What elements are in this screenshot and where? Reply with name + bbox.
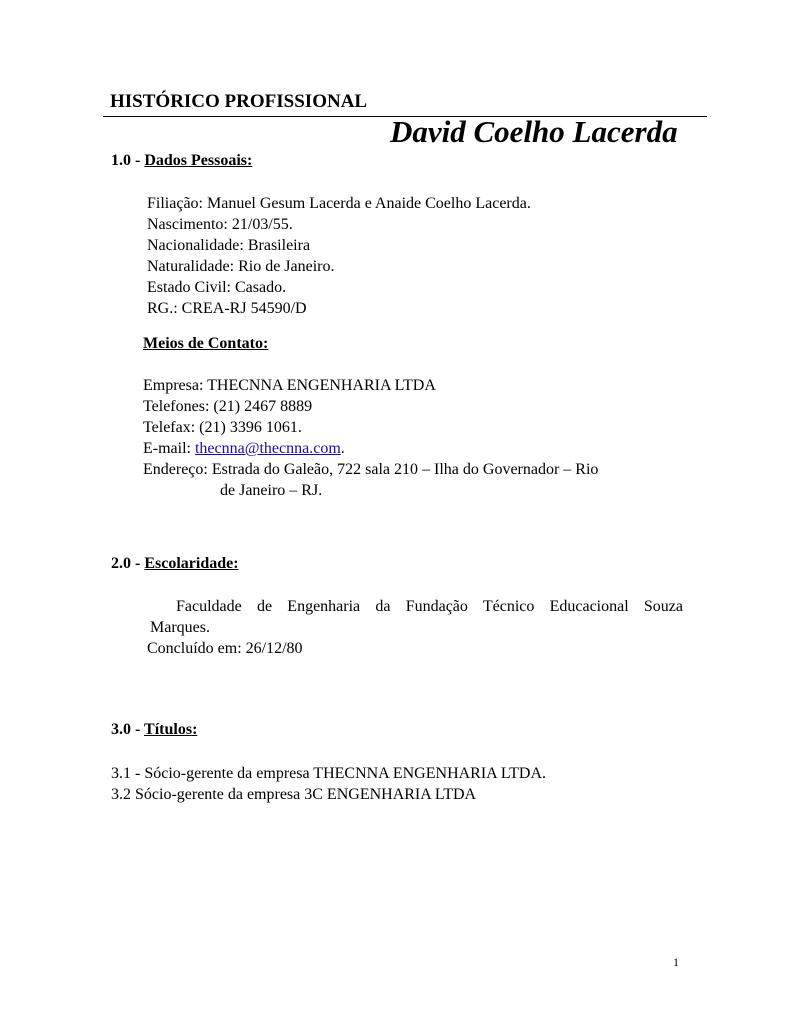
rg-line: RG.: CREA-RJ 54590/D: [147, 300, 307, 317]
title-item: 3.2 Sócio-gerente da empresa 3C ENGENHARIA LTDA: [111, 786, 477, 803]
address-line-1: Endereço: Estrada do Galeão, 722 sala 210 – Ilha do Governador – Rio: [143, 461, 599, 478]
company-line: Empresa: THECNNA ENGENHARIA LTDA: [143, 377, 436, 394]
section-number: 1.0 -: [111, 152, 141, 169]
section-heading-dados-pessoais: [111, 152, 252, 170]
person-name: David Coelho Lacerda: [390, 114, 678, 149]
fax-line: Telefax: (21) 3396 1061.: [143, 419, 302, 436]
section-label: Escolaridade:: [144, 555, 239, 572]
school-line-1: Faculdade de Engenharia da Fundação Técnico Educacional Souza: [176, 598, 683, 615]
email-line: [143, 438, 345, 459]
email-link[interactable]: thecnna@thecnna.com: [194, 440, 341, 457]
filiacao-line: Filiação: Manuel Gesum Lacerda e Anaide Coelho Lacerda.: [147, 195, 531, 212]
naturalidade-line: Naturalidade: Rio de Janeiro.: [147, 258, 335, 275]
document-title: HISTÓRICO PROFISSIONAL: [110, 91, 368, 112]
concluded-line: Concluído em: 26/12/80: [147, 640, 303, 657]
address-line-2: de Janeiro – RJ.: [220, 482, 323, 499]
nacionalidade-line: Nacionalidade: Brasileira: [147, 237, 311, 254]
email-prefix: E-mail:: [143, 440, 195, 457]
contact-label: Meios de Contato:: [143, 335, 269, 352]
section-label: Dados Pessoais:: [144, 152, 253, 169]
section-heading-titulos: [111, 721, 197, 739]
estado-civil-line: Estado Civil: Casado.: [147, 279, 287, 296]
contact-heading: [143, 335, 268, 353]
section-heading-escolaridade: [111, 555, 239, 573]
title-item: 3.1 - Sócio-gerente da empresa THECNNA ENGENHARIA LTDA.: [111, 765, 547, 782]
phones-line: Telefones: (21) 2467 8889: [143, 398, 313, 415]
section-number: 3.0 -: [111, 721, 141, 738]
school-line-2: Marques.: [150, 619, 210, 636]
section-number: 2.0 -: [111, 555, 141, 572]
page-number: 1: [673, 955, 679, 969]
nascimento-line: Nascimento: 21/03/55.: [147, 216, 293, 233]
section-label: Títulos:: [144, 721, 198, 738]
email-suffix: .: [340, 440, 345, 457]
